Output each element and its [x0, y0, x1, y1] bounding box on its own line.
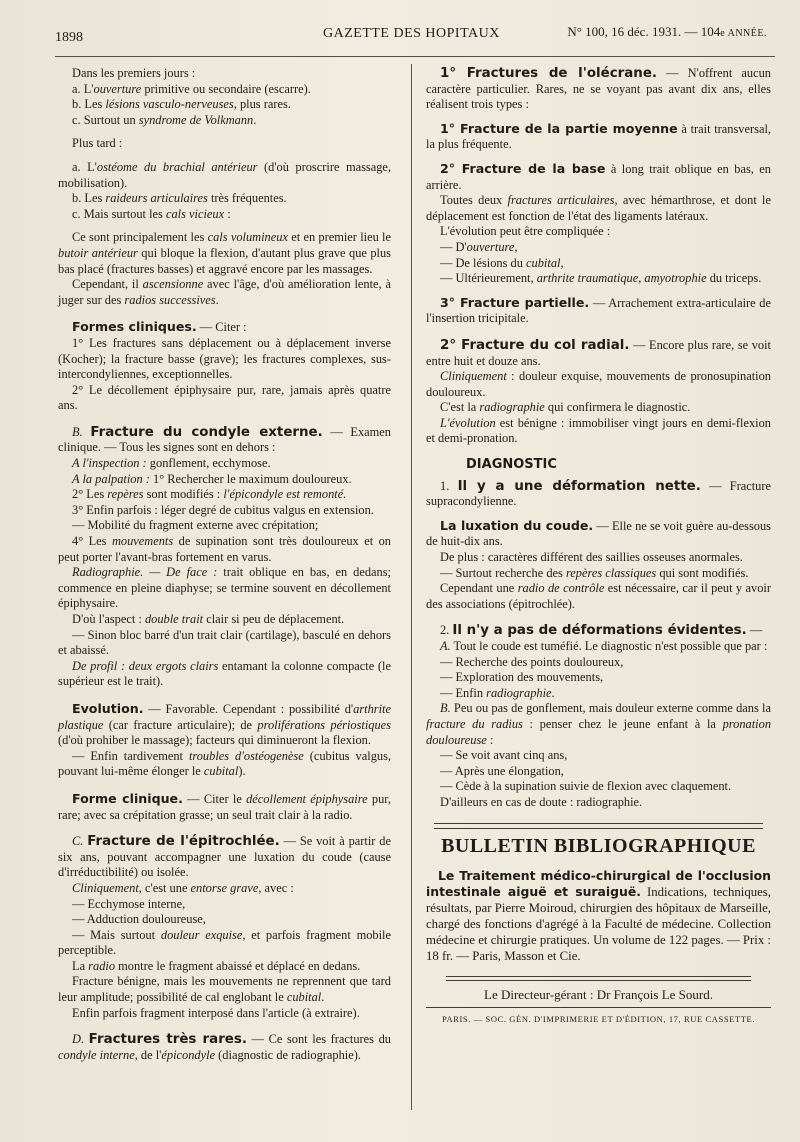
- c-douleur: — Mais surtout douleur exquise, et parfois fragment mobile perceptible.: [58, 927, 391, 958]
- b-radiographie: Radiographie. — De face : trait oblique en bas, en dedans; commence en pleine diaphyse; se termine souvent en décollement épiphysaire.: [58, 565, 392, 611]
- diag-1: 1. Il y a une déformation nette. — Fracture supracondylienne.: [426, 478, 771, 509]
- b-sinon: — Sinon bloc barré d'un trait clair (cartilage), basculé en dehors et abaissé.: [58, 627, 391, 658]
- right-column: [426, 66, 771, 1027]
- b-mouvements: 4° Les mouvements de supination sont très douloureux et on peut porter l'avant-bras fortement en varus.: [58, 534, 391, 564]
- section-b-heading: B. Fracture du condyle externe. — Examen clinique. — Tous les signes sont en dehors :: [58, 424, 391, 455]
- directeur-rule: [446, 976, 751, 981]
- tard-c: c. Mais surtout les cals vicieux :: [72, 206, 231, 221]
- type-2: 2° Fracture de la base à long trait oblique en bas, en arrière.: [426, 160, 771, 192]
- formes-2: 2° Le décollement épiphysaire pur, rare, jamais après quatre ans.: [58, 382, 391, 413]
- c-ecchymose: — Ecchymose interne,: [72, 896, 186, 911]
- olecrane-heading: 1° Fractures de l'olécrane. — N'offrent aucun caractère particulier. Rares, ne se voyant pas avant dix ans, elles réalisent trois types :: [426, 66, 771, 112]
- diag-2-a: A. Tout le coude est tuméfié. Le diagnostic n'est possible que par :: [440, 639, 768, 653]
- formes-1: 1° Les fractures sans déplacement ou à déplacement inverse (Kocher); la fracture basse (grave); les fractures complexes, sus-intercondyliennes, exceptionnelles.: [58, 335, 391, 382]
- luxation-cependant: Cependant une radio de contrôle est nécessaire, car il peut y avoir des associations (épitrochlée).: [426, 581, 771, 611]
- b-aspect: D'où l'aspect : double trait clair si peu de déplacement.: [72, 612, 345, 626]
- luxation-surtout: — Surtout recherche des repères classiques qui sont modifiés.: [440, 565, 749, 580]
- issue-info: N° 100, 16 déc. 1931. — 104e ANNÉE.: [567, 24, 767, 39]
- premiers-c: c. Surtout un syndrome de Volkmann.: [72, 112, 257, 127]
- cals-paragraph-1: Ce sont principalement les cals volumineux et en premier lieu le butoir antérieur qui bloque la flexion, d'autant plus grave que plus bas placé (fractures basses) et aggravé encore par les massages.: [58, 230, 392, 276]
- diag-2: 2. Il n'y a pas de déformations évidentes. —: [440, 623, 763, 639]
- b-mobilite: — Mobilité du fragment externe avec crépitation;: [72, 518, 319, 533]
- b-palpation: A la palpation : 1° Rechercher le maximum douloureux.: [72, 471, 352, 486]
- section-c-heading: C. Fracture de l'épitrochlée. — Se voit à partir de six ans, pouvant accompagner une luxation du coude (cause d'irréductibilité) ou isolée.: [58, 834, 391, 880]
- c-enfin: Enfin parfois fragment interposé dans l'article (à extraire).: [72, 1005, 360, 1020]
- diag-2-a-1: — Recherche des points douloureux,: [440, 654, 624, 669]
- directeur-gerant: Le Directeur-gérant : Dr François Le Sourd.: [484, 987, 713, 1003]
- olec-evolution-3: — Ultérieurement, arthrite traumatique, amyotrophie du triceps.: [440, 271, 762, 286]
- olec-evolution-intro: L'évolution peut être compliquée :: [440, 224, 611, 239]
- diagnostic-heading: DIAGNOSTIC: [466, 457, 557, 473]
- c-benigne: Fracture bénigne, mais les mouvements ne reprennent que tard leur amplitude; possibilité de cal englobant le cubital.: [58, 974, 391, 1005]
- diag-2-a-3: — Enfin radiographie.: [440, 685, 555, 700]
- col-radial-radio: C'est la radiographie qui confirmera le diagnostic.: [440, 400, 691, 415]
- b-reperes: 2° Les repères sont modifiés : l'épicondyle est remonté.: [72, 487, 347, 502]
- section-d-heading: D. Fractures très rares. — Ce sont les fractures du condyle interne, de l'épicondyle (diagnostic de radiographie).: [58, 1032, 391, 1062]
- b-inspection: A l'inspection : gonflement, ecchymose.: [72, 456, 271, 471]
- diag-2-b: B. Peu ou pas de gonflement, mais douleur externe comme dans la fracture du radius : penser chez le jeune enfant à la pronation douloureuse :: [426, 701, 772, 747]
- premiers-intro: Dans les premiers jours :: [72, 66, 196, 80]
- c-radio: La radio montre le fragment abaissé et déplacé en dedans.: [72, 958, 361, 973]
- b-profil: De profil : deux ergots clairs entamant la colonne compacte (le supérieur est le trait).: [58, 658, 391, 689]
- column-divider: [411, 64, 412, 1110]
- page-header: [55, 20, 775, 57]
- b-enfin: 3° Enfin parfois : léger degré de cubitus valgus en extension.: [72, 502, 374, 517]
- evolution: Evolution. — Favorable. Cependant : possibilité d'arthrite plastique (car fracture articulaire); de proliférations périostiques (d'où prohiber le massage); facteurs qui diminueront la flexion.: [58, 700, 391, 748]
- type-3: 3° Fracture partielle. — Arrachement extra-articulaire de l'insertion tricipitale.: [426, 294, 771, 326]
- biblio-rule: [434, 823, 763, 829]
- c-adduction: — Adduction douloureuse,: [72, 912, 206, 927]
- c-cliniquement: Cliniquement, c'est une entorse grave, avec :: [72, 880, 294, 895]
- diag-doute: D'ailleurs en cas de doute : radiographie.: [440, 794, 643, 809]
- col-radial-heading: 2° Fracture du col radial. — Encore plus rare, se voit entre huit et douze ans.: [426, 337, 771, 368]
- tard-intro: Plus tard :: [72, 136, 123, 151]
- col-radial-evolution: L'évolution est bénigne : immobiliser vingt jours en demi-flexion et demi-pronation.: [426, 415, 771, 446]
- page-number: 1898: [55, 30, 83, 45]
- cals-paragraph-2: Cependant, il ascensionne avec l'âge, d'où amélioration lente, à juger sur des radios successives.: [58, 277, 391, 307]
- luxation-deplus: De plus : caractères différent des saillies osseuses anormales.: [440, 550, 743, 565]
- forme-clinique: Forme clinique. — Citer le décollement épiphysaire pur, rare; avec sa crépitation grasse; un seul trait clair à la radio.: [58, 790, 392, 822]
- left-column: [58, 66, 391, 1063]
- diag-2-b-1: — Se voit avant cinq ans,: [440, 748, 568, 763]
- biblio-title: BULLETIN BIBLIOGRAPHIQUE: [441, 834, 756, 857]
- luxation: La luxation du coude. — Elle ne se voit guère au-dessous de huit-dix ans.: [426, 517, 771, 549]
- tard-a: a. L'ostéome du brachial antérieur (d'où proscrire massage, mobilisation).: [58, 159, 392, 190]
- diag-2-a-2: — Exploration des mouvements,: [440, 670, 604, 685]
- premiers-b: b. Les lésions vasculo-nerveuses, plus rares.: [72, 97, 291, 112]
- premiers-a: a. L'ouverture primitive ou secondaire (escarre).: [72, 81, 311, 96]
- olec-evolution-2: — De lésions du cubital,: [440, 255, 564, 270]
- biblio-entry: Le Traitement médico-chirurgical de l'occlusion intestinale aiguë et suraiguë. Indications, techniques, résultats, par Pierre Moiroud, chirurgien des hôpitaux de Marseille, chargé des fonctions d'agrégé à la Faculté de médecine. Collection médecine et chirurgie pratiques. Un volume de 122 pages. — Prix : 18 fr. — Paris, Masson et Cie.: [426, 868, 771, 964]
- toutes-deux: Toutes deux fractures articulaires, avec hémarthrose, et dont le déplacement est fonction de l'état des ligaments latéraux.: [426, 193, 772, 223]
- diag-2-b-2: — Après une élongation,: [440, 763, 564, 778]
- col-radial-clinique: Cliniquement : douleur exquise, mouvements de pronosupination douloureux.: [426, 369, 771, 399]
- type-1: 1° Fracture de la partie moyenne à trait transversal, la plus fréquente.: [426, 120, 771, 152]
- olec-evolution-1: — D'ouverture,: [440, 239, 518, 254]
- imprimerie-line: PARIS. — SOC. GÉN. D'IMPRIMERIE ET D'ÉDITION, 17, RUE CASSETTE.: [426, 1007, 771, 1028]
- tard-b: b. Les raideurs articulaires très fréquentes.: [72, 191, 287, 206]
- formes-cliniques: Formes cliniques. — Citer :: [72, 319, 247, 335]
- journal-title: GAZETTE DES HOPITAUX: [323, 26, 500, 41]
- evolution-tardive: — Enfin tardivement troubles d'ostéogenèse (cubitus valgus, pouvant lui-même élonger le cubital).: [58, 748, 392, 779]
- diag-2-b-3: — Cède à la supination suivie de flexion avec claquement.: [440, 779, 732, 794]
